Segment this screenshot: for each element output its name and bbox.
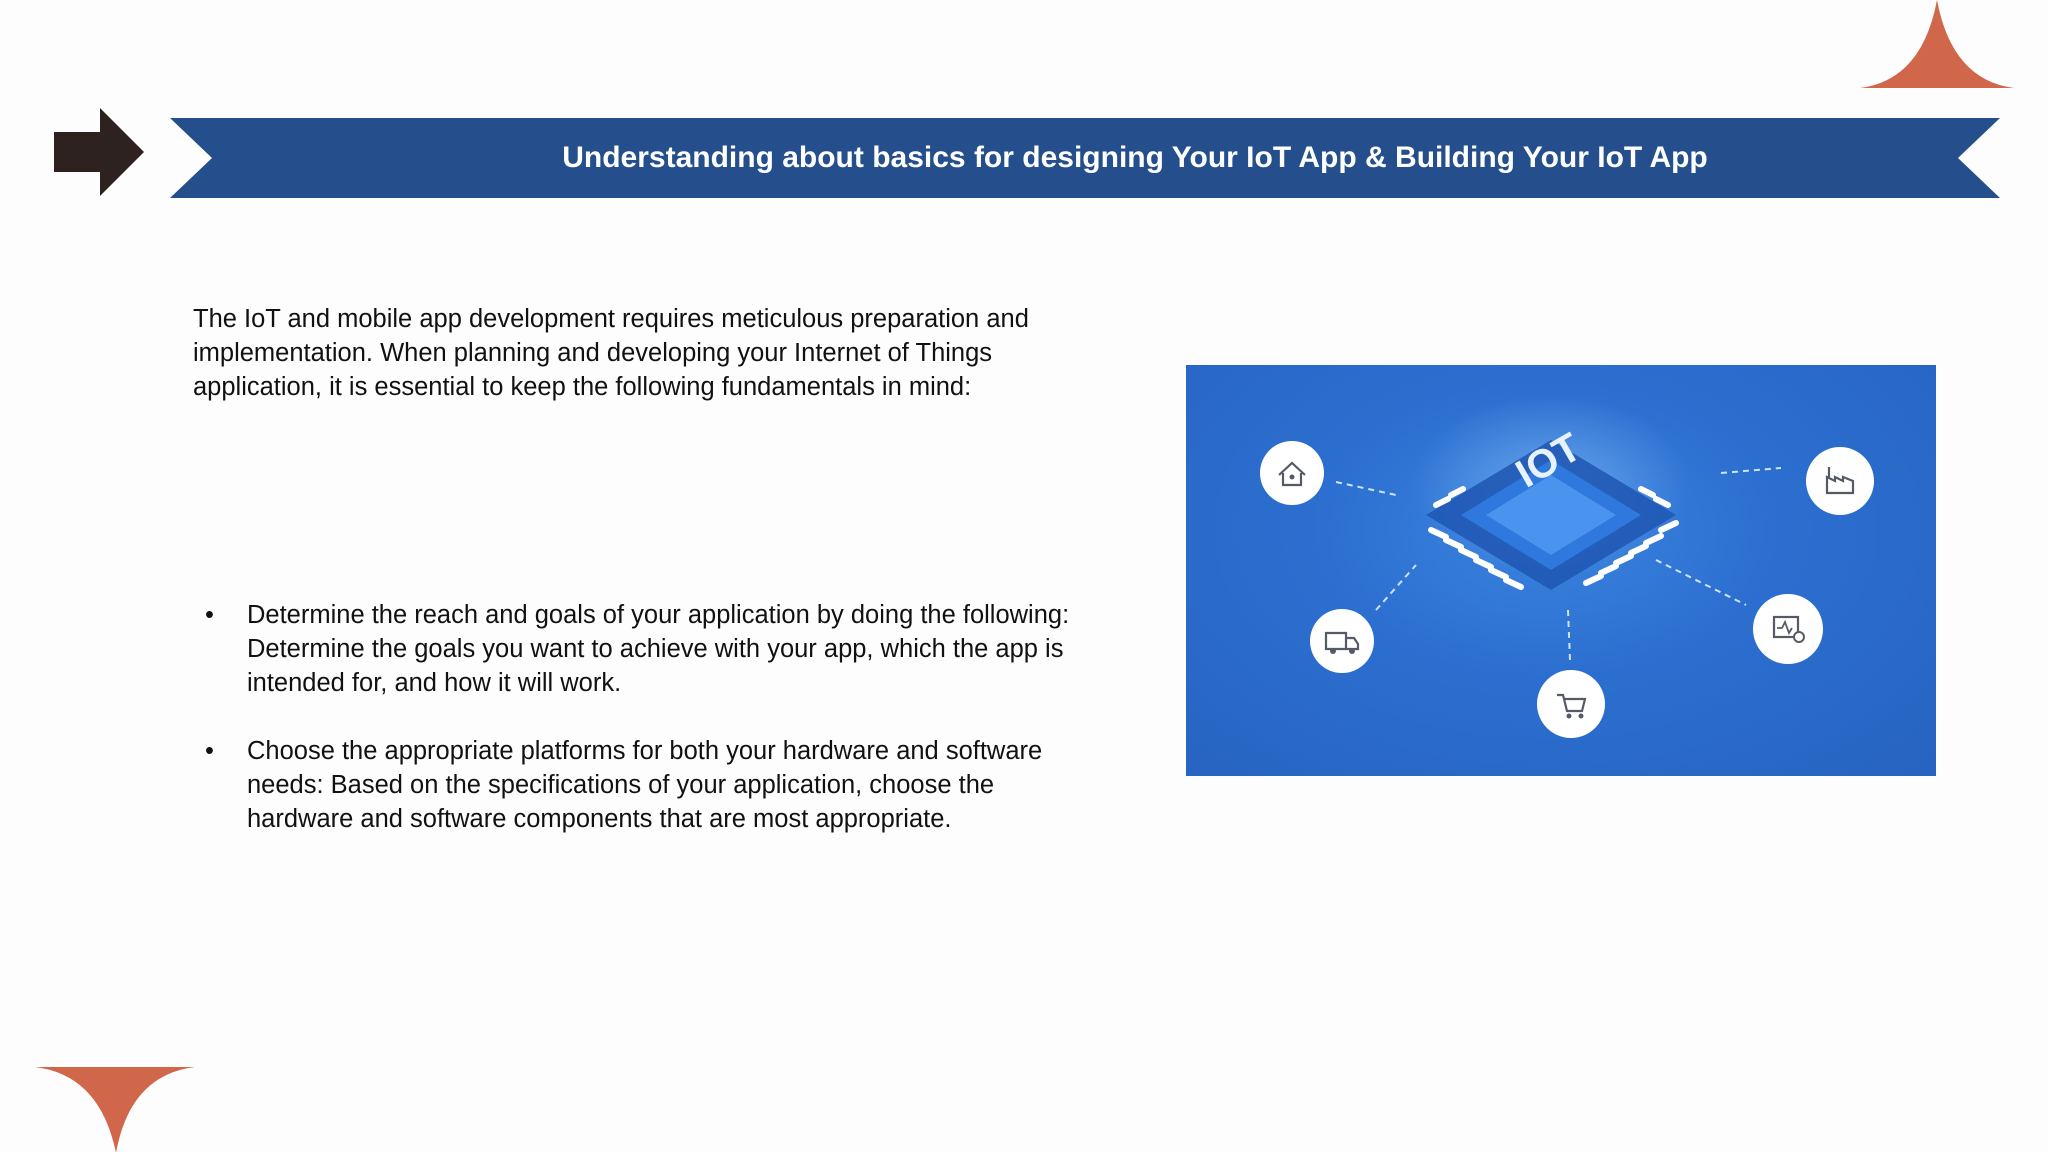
list-item bbox=[193, 734, 1073, 836]
bullet-list bbox=[193, 598, 1073, 870]
bullet-text: Determine the reach and goals of your application by doing the following: Determine the goals you want to achieve with your app, which the app is intended for, and how it will work. bbox=[247, 601, 1070, 697]
monitor-icon bbox=[1753, 594, 1823, 664]
bullet-marker: • bbox=[205, 601, 214, 629]
bullet-text: Choose the appropriate platforms for both your hardware and software needs: Based on the specifications of your application, choose the hardware and software components that are most appropriate. bbox=[247, 737, 1043, 833]
intro-paragraph: The IoT and mobile app development requires meticulous preparation and implementation. When planning and developing your Internet of Things application, it is essential to keep the following fundamentals in mind: bbox=[193, 305, 1029, 401]
decorative-spike-top-right bbox=[1852, 0, 2022, 90]
home-icon bbox=[1260, 441, 1324, 505]
list-item bbox=[193, 598, 1073, 700]
intro-block bbox=[193, 302, 1093, 404]
chip-label: IOT bbox=[1508, 424, 1589, 497]
slide-title: Understanding about basics for designing Your IoT App & Building Your IoT App bbox=[562, 141, 1708, 174]
factory-icon bbox=[1806, 447, 1874, 515]
decorative-spike-bottom-left bbox=[30, 1065, 200, 1152]
cart-icon bbox=[1537, 670, 1605, 738]
arrow-right-icon bbox=[52, 106, 146, 200]
title-banner bbox=[170, 118, 2000, 198]
iot-illustration bbox=[1186, 365, 1936, 776]
truck-icon bbox=[1310, 609, 1374, 673]
bullet-marker: • bbox=[205, 737, 214, 765]
